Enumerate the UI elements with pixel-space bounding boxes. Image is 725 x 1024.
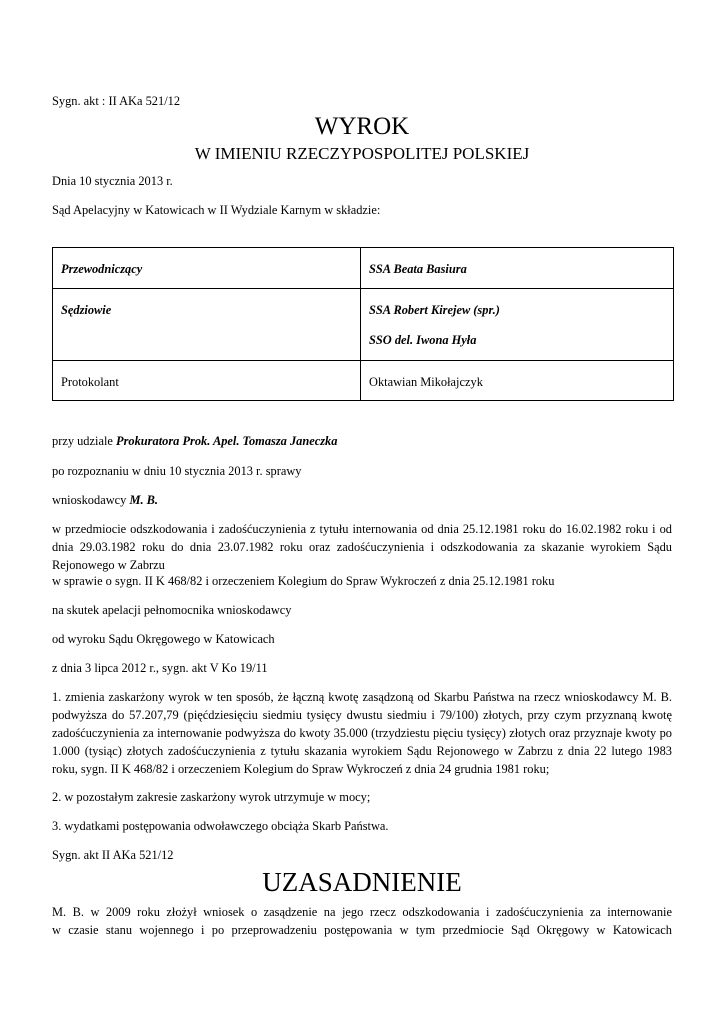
- judge-name-1: SSA Robert Kirejew (spr.): [369, 303, 500, 317]
- case-number-bottom: Sygn. akt II AKa 521/12: [52, 848, 174, 862]
- case-number-top: Sygn. akt : II AKa 521/12: [52, 94, 181, 108]
- applicant-name: M. B.: [129, 493, 159, 507]
- ruling-point-3: 3. wydatkami postępowania odwoławczego obciąża Skarb Państwa.: [52, 819, 389, 833]
- table-row: [53, 248, 674, 289]
- recorder-name: Oktawian Mikołajczyk: [361, 361, 674, 401]
- subject-continuation: w sprawie o sygn. II K 468/82 i orzeczeniem Kolegium do Spraw Wykroczeń z dnia 25.12.1981 roku: [52, 574, 555, 588]
- judges-names: [361, 289, 674, 361]
- role-presiding-judge: Przewodniczący: [53, 248, 361, 289]
- prosecutor-prefix: przy udziale: [52, 434, 116, 448]
- role-judges: Sędziowie: [53, 289, 361, 361]
- judgment-subtitle: W IMIENIU RZECZYPOSPOLITEJ POLSKIEJ: [194, 144, 530, 163]
- hearing-line: po rozpoznaniu w dniu 10 stycznia 2013 r. sprawy: [52, 464, 302, 478]
- presiding-judge-name: SSA Beata Basiura: [361, 248, 674, 289]
- justification-title: UZASADNIENIE: [262, 867, 462, 897]
- judgment-date-line: z dnia 3 lipca 2012 r., sygn. akt V Ko 19/11: [52, 661, 268, 675]
- justification-line-2: w czasie stanu wojennego i po przeprowadzeniu postępowania w tym przedmiocie Sąd Okręgowy w Katowicach: [52, 923, 672, 937]
- prosecutor-line: [52, 432, 672, 450]
- prosecutor-name: Prokuratora Prok. Apel. Tomasza Janeczka: [116, 434, 338, 448]
- judgment-date: Dnia 10 stycznia 2013 r.: [52, 174, 173, 188]
- judgment-title: WYROK: [314, 113, 410, 140]
- table-row: [53, 289, 674, 361]
- appeal-line: na skutek apelacji pełnomocnika wnioskodawcy: [52, 603, 292, 617]
- court-composition-table: [52, 247, 674, 401]
- judgment-from-line: od wyroku Sądu Okręgowego w Katowicach: [52, 632, 275, 646]
- ruling-point-2: 2. w pozostałym zakresie zaskarżony wyrok utrzymuje w mocy;: [52, 790, 371, 804]
- justification-line-1: M. B. w 2009 roku złożył wniosek o zasądzenie na jego rzecz odszkodowania i zadośćuczynienia za internowanie: [52, 905, 672, 919]
- subject-paragraph: w przedmiocie odszkodowania i zadośćuczynienia z tytułu internowania od dnia 25.12.1981 roku do 16.02.1982 roku i od dnia 29.03.1982 roku do dnia 23.07.1982 roku oraz zadośćuczynienia i odszkodowania za skazanie wyrokiem Sądu Rejonowego w Zabrzu: [52, 522, 672, 572]
- judge-name-2: SSO del. Iwona Hyła: [369, 333, 477, 347]
- ruling-point-1: 1. zmienia zaskarżony wyrok w ten sposób, że łączną kwotę zasądzoną od Skarbu Państwa na rzecz wnioskodawcy M. B. podwyższa do 57.207,79 (pięćdziesięciu siedmiu tysięcy dwustu siedmiu i 79/100) złotych, przy czym przyznaną kwotę zadośćuczynienia za internowanie podwyższa do kwoty 35.000 (trzydziestu pięciu tysięcy) złotych oraz przyznaje kwoty po 1.000 (tysiąc) złotych zadośćuczynienia z tytułu skazania wyrokiem Sądu Rejonowego w Zabrzu z dnia 22 lutego 1983 roku, sygn. II K 468/82 i orzeczeniem Kolegium do Spraw Wykroczeń z dnia 24 grudnia 1981 roku;: [52, 690, 672, 776]
- table-row: [53, 361, 674, 401]
- applicant-line: [52, 491, 672, 509]
- applicant-prefix: wnioskodawcy: [52, 493, 130, 507]
- role-recorder: Protokolant: [53, 361, 361, 401]
- court-composition-intro: Sąd Apelacyjny w Katowicach w II Wydziale Karnym w składzie:: [52, 203, 381, 217]
